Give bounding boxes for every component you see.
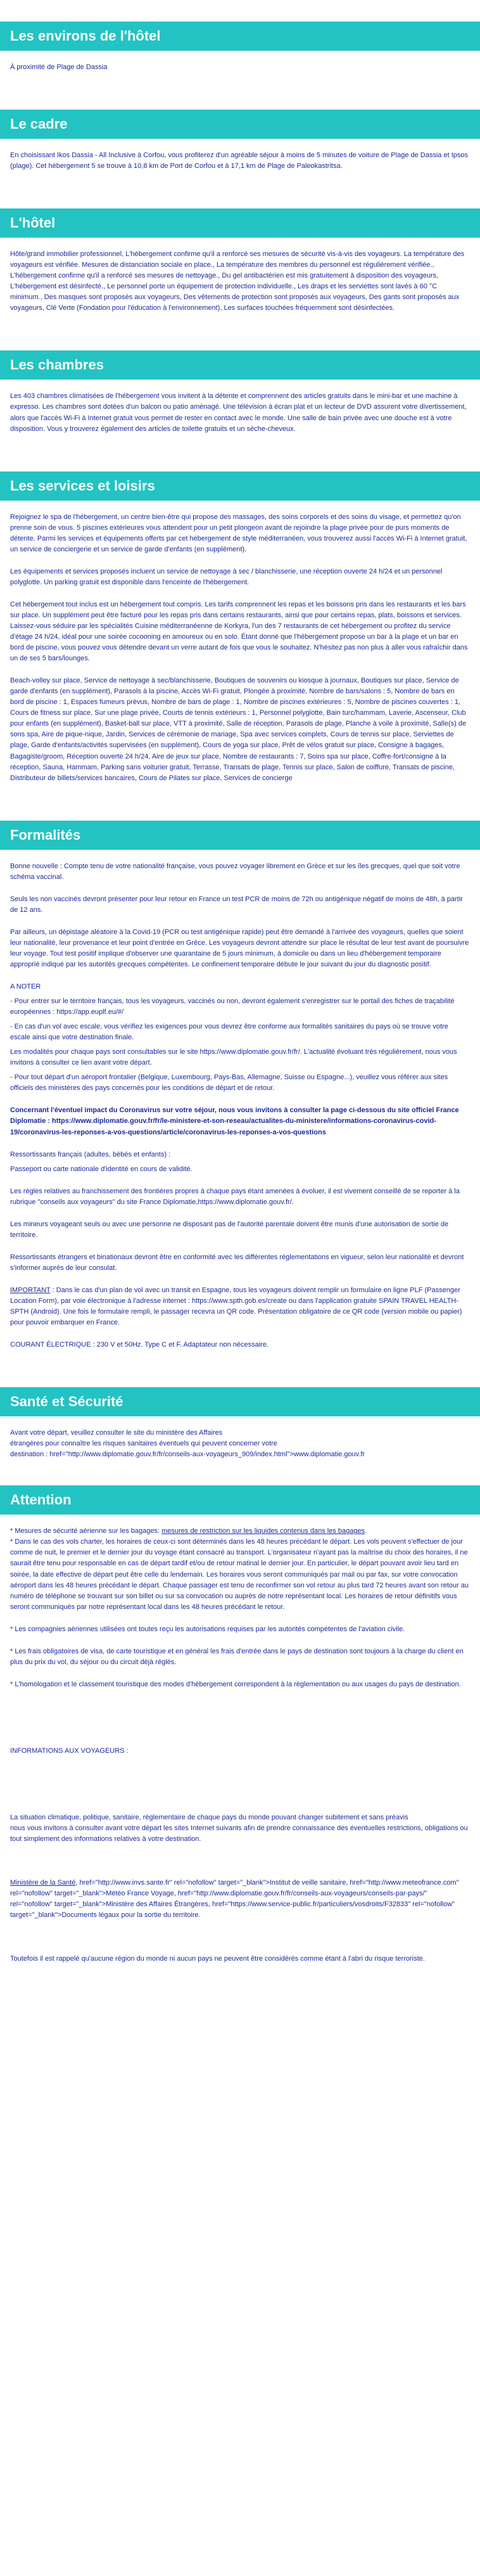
info-terrorisme: Toutefois il est rappelé qu'aucune région du monde ni aucun pays ne peuvent être considérés comme étant à l'abri du risque terroriste. (10, 1955, 425, 1963)
note-line-3: Les modalités pour chaque pays sont consultables sur le site https://www.diplomatie.gouv.fr/fr/. L'actualité évoluant très régulièrement, nous vous invitons à consulter ce lien avant votre départ. (10, 1048, 457, 1067)
etrangers-text: Ressortissants étrangers et binationaux devront être en conformité avec les différentes réglementations en vigueur, selon leur nationalité et devront s'informer auprès de leur consulat. (10, 1253, 464, 1272)
spacer (10, 1932, 470, 1954)
section-title-sante: Santé et Sécurité (0, 1387, 480, 1416)
formalites-paragraph-1: Bonne nouvelle : Compte tenu de votre nationalité française, vous pouvez voyager librement en Grèce et sur les îles grecques, quel que soit votre schéma vaccinal. (10, 862, 460, 881)
ressortissants-text: Passeport ou carte nationale d'identité en cours de validité. (10, 1165, 193, 1173)
ressortissants-title: Ressortissants français (adultes, bébés et enfants) : (10, 1150, 171, 1158)
attention-bagages-prefix: * Mesures de sécurité aérienne sur les bagages: (10, 1527, 162, 1535)
attention-frais: * Les frais obligatoires de visa, de carte touristique et en général les frais d'entrée dans le pays de destination sont toujours à la charge du client en plus du prix du vol, du séjour ou du circuit déjà réglés. (10, 1647, 464, 1666)
section-environs (0, 22, 480, 110)
attention-vols-charter: * Dans le cas des vols charter, les horaires de ceux-ci sont déterminés dans les 48 heures précédant le départ. Les vols peuvent s'effectuer de jour comme de nuit, le premier et le dernier jour du voyage étant consacré au transport. L'organisateur n'ayant pas la maîtrise du choix des horaires, il ne saurait être tenu pour responsable en cas de départ tardif et/ou de retour matinal le dernier jour. En particulier, le départ pouvant avoir lieu tard en soirée, la date effective de départ peut être celle du lendemain. Les horaires vous seront communiqués par mail ou par fax, sur votre convocation aéroport dans les 48 heures précédant le départ. Chaque passager est tenu de reconfirmer son vol retour au plus tard 72 heures avant son retour au numéro de téléphone se trouvant sur son billet ou sur sa convocation ou auprès de notre représentant local. Les horaires de retour définitifs vous seront communiqués par notre représentant local dans les 48 heures précédant le retour. (10, 1538, 469, 1611)
mineurs-text: Les mineurs voyageant seuls ou avec une personne ne disposant pas de l'autorité parentale doivent être munis d'une autorisation de sortie de territoire. (10, 1220, 449, 1239)
info-voyageurs-title: INFORMATIONS AUX VOYAGEURS : (10, 1746, 129, 1755)
section-content-cadre (0, 139, 480, 208)
regles-text: Les règles relatives au franchissement des frontières propres à chaque pays étant amenées à évoluer, il est vivement conseillé de se reporter à la rubrique "conseils aux voyageurs" du site France Diplomatie,https://www.diplomatie.gouv.fr/. (10, 1187, 460, 1206)
info-links (10, 1878, 470, 1921)
chambres-text: Les 403 chambres climatisées de l'hébergement vous invitent à la détente et comprennent des articles gratuits dans le mini-bar et une machine à expresso. Les chambres sont dotées d'un balcon ou patio aménagé. Une télévision à écran plat et un lecteur de DVD assurent votre divertissement, alors que l'accès Wi-Fi à Internet gratuit vous permet de rester en contact avec le monde. Une salle de bain privée avec une douche est à votre disposition. Vous y trouverez également des articles de toilette gratuits et un sèche-cheveux. (10, 392, 467, 433)
section-title-loisirs: Les services et loisirs (0, 471, 480, 501)
section-loisirs (0, 471, 480, 821)
section-title-cadre: Le cadre (0, 110, 480, 139)
section-content-hotel (0, 238, 480, 350)
section-formalites (0, 821, 480, 1388)
section-content-formalites (0, 850, 480, 1388)
section-hotel (0, 208, 480, 350)
attention-bagages (10, 1526, 470, 1537)
section-sante (0, 1387, 480, 1485)
important-label: IMPORTANT (10, 1286, 51, 1294)
note-line-4: - Pour tout départ d'un aéroport frontalier (Belgique, Luxembourg, Pays-Bas, Allemagne, Suisse ou Espagne...), veuillez vous référer aux sites officiels des ministères des pays concernés pour les conditions de départ et de retour. (10, 1073, 448, 1093)
info-situation: La situation climatique, politique, sanitaire, réglementaire de chaque pays du monde pouvant changer subitement et sans préavis (10, 1813, 408, 1821)
loisirs-paragraph-3: Cet hébergement tout inclus est un hébergement tout compris. Les tarifs comprennent les repas et les boissons pris dans les restaurants et les bars sur place. Un supplément peut être facturé pour les repas pris dans certains restaurants, ainsi que pour certains repas, plats, boissons et services. Laissez-vous séduire par les spécialités Cuisine méditerranéenne de Korkyra, l'un des 7 restaurants de cet hébergement ou profitez du service d'étage 24 h/24, idéal pour une soirée cocooning en amoureux ou en solo. Étant donné que l'hébergement propose un bar à la plage et un bar en bord de piscine, vous pouvez vous détendre devant un verre autant de fois que vous le souhaitez. N'hésitez pas non plus à aller vous rafraîchir dans un de ses 5 bars/lounges. (10, 600, 468, 663)
covid-notice: Concernant l'éventuel impact du Coronavirus sur votre séjour, nous vous invitons à consulter la page ci-dessous du site officiel France Diplomatie : https://www.diplomatie.gouv.fr/fr/le-ministere-et-son-reseau/actualites-du-ministere/informations-coronavirus-covid-19/coronavirus-les-reponses-a-vos-questions/article/coronavirus-les-reponses-a-vos-questions (10, 1106, 459, 1136)
section-title-formalites: Formalités (0, 821, 480, 850)
section-title-environs: Les environs de l'hôtel (0, 22, 480, 51)
spacer (10, 1768, 470, 1812)
page (0, 22, 480, 2039)
ministere-sante-link[interactable]: Ministère de la Santé (10, 1879, 76, 1887)
courant-text: COURANT ÉLECTRIQUE : 230 V et 50Hz. Type C et F. Adaptateur non nécessaire. (10, 1341, 269, 1349)
formalites-paragraph-3: Par ailleurs, un dépistage aléatoire à la Covid-19 (PCR ou test antigénique rapide) peut être demandé à l'arrivée des voyageurs, quelles que soient leur nationalité, leur provenance et leur point d'entrée en Grèce. Les voyageurs devront attendre sur place le résultat de leur test avant de poursuivre leur voyage. Tout test positif implique d'observer une quarantaine de 5 jours minimum, à domicile ou dans un lieu d'hébergement temporaire approprié indiqué par les autorités grecques compétentes. Le confinement temporaire débute le jour suivant du jour du diagnostic positif. (10, 928, 469, 968)
spacer (10, 1856, 470, 1878)
attention-bagages-suffix: . (365, 1527, 367, 1535)
formalites-paragraph-2: Seuls les non vaccinés devront présenter pour leur retour en France un test PCR de moins de 72h ou antigénique négatif de moins de 48h, à partir de 12 ans. (10, 895, 463, 914)
note-title: A NOTER (10, 983, 41, 991)
attention-homologation: * L'homologation et le classement touristique des modes d'hébergement correspondent à la réglementation ou aux usages du pays de destination. (10, 1680, 461, 1688)
section-content-chambres (0, 380, 480, 471)
sante-line-1: Avant votre départ, veuillez consulter le site du ministère des Affaires (10, 1429, 223, 1437)
sante-line-2: étrangères pour connaître les risques sanitaires éventuels qui peuvent concerner votre (10, 1440, 277, 1448)
environs-text: À proximité de Plage de Dassia (10, 63, 108, 71)
section-title-chambres: Les chambres (0, 350, 480, 380)
attention-compagnies: * Les compagnies aériennes utilisées ont toutes reçu les autorisations requises par les autorités compétentes de l'aviation civile. (10, 1625, 405, 1633)
liquids-restriction-link[interactable]: mesures de restriction sur les liquides contenus dans les bagages (161, 1527, 365, 1535)
section-title-hotel: L'hôtel (0, 208, 480, 238)
loisirs-paragraph-1: Rejoignez le spa de l'hébergement, un centre bien-être qui propose des massages, des soins corporels et des soins du visage, et permettez qu'on prenne soin de vous. 5 piscines extérieures vous attendent pour un petit plongeon avant de rejoindre la plage privée pour de purs moments de détente. Parmi les services et équipements offerts par cet hébergement de style méditerranéen, vous trouverez aussi l'accès Wi-Fi à Internet gratuit, un service de conciergerie et un service de garde d'enfants (en supplément). (10, 513, 467, 553)
section-content-sante (0, 1416, 480, 1485)
info-links-text: , href="http://www.invs.sante.fr" rel="nofollow" target="_blank">Institut de veille sanitaire, href="http://www.meteofrance.com" rel="nofollow" target="_blank">Météo France Voyage, href="http://www.diplomatie.gouv.fr/fr/conseils-aux-voyageurs/conseils-par-pays/" rel="nofollow" target="_blank">Ministère des Affaires Étrangères, href="https://www.service-public.fr/particuliers/vosdroits/F32833" rel="nofollow" target="_blank">Documents légaux pour la sortie du territoire. (10, 1879, 459, 1919)
important-text: : Dans le cas d'un plan de vol avec un transit en Espagne, tous les voyageurs doivent remplir un formulaire en ligne PLF (Passenger Location Form), par voie électronique à l'adresse internet : https://www.spth.gob.es/create ou dans l'application gratuite SPAIN TRAVEL HEALTH-SPTH (Android). Une fois le formulaire rempli, le passager recevra un QR code. Présentation obligatoire de ce QR code (version mobile ou papier) pour pouvoir embarquer en France. (10, 1286, 462, 1327)
cadre-text: En choisissant Ikos Dassia - All Inclusive à Corfou, vous profiterez d'un agréable séjour à moins de 5 minutes de voiture de Plage de Dassia et Ipsos (plage). Cet hébergement 5 se trouve à 10,8 km de Port de Corfou et à 17,1 km de Plage de Paleokastritsa. (10, 151, 468, 170)
info-consulter: nous vous invitons à consulter avant votre départ les sites Internet suivants afin de prendre connaissance des éventuelles restrictions, obligations ou tout simplement des informations relatives à votre destination. (10, 1824, 468, 1843)
sante-line-3: destination : href="http://www.diplomatie.gouv.fr/fr/conseils-aux-voyageurs_909/index.html">www.diplomatie.gouv.fr (10, 1451, 365, 1459)
note-line-2: - En cas d'un vol avec escale, vous vérifiez les exigences pour vous devrez être conforme aux formalités sanitaires du pays où se trouve votre escale ainsi que votre destination finale. (10, 1023, 448, 1042)
note-line-1: - Pour entrer sur le territoire français, tous les voyageurs, vaccinés ou non, devront également s'enregistrer sur le portail des fiches de traçabilité européennes : https://app.euplf.eu/#/ (10, 997, 455, 1016)
section-chambres (0, 350, 480, 471)
section-content-environs (0, 51, 480, 110)
section-attention (0, 1485, 480, 2001)
loisirs-paragraph-4: Beach-volley sur place, Service de nettoyage à sec/blanchisserie, Boutiques de souvenirs ou kiosque à journaux, Boutiques sur place, Service de garde d'enfants (en supplément), Parasols à la piscine, Accès Wi-Fi gratuit, Plongée à proximité, Nombre de bars/salons : 5, Nombre de bars en bord de piscine : 1, Espaces fumeurs prévus, Nombre de bars de plage : 1, Nombre de piscines extérieures : 5, Nombre de piscines couvertes : 1, Cours de fitness sur place, Sur une plage privée, Courts de tennis extérieurs : 1, Personnel polyglotte, Bain turc/hammam, Laverie, Ascenseur, Club pour enfants (en supplément), Basket-ball sur place, VTT à proximité, Salle de réception, Parasols de plage, Planche à voile à proximité, Salle(s) de sons spa, Aire de pique-nique, Jardin, Services de cérémonie de mariage, Spa avec services complets, Cours de tennis sur place, Serviettes de plage, Garde d'enfants/activités supervisées (en supplément), Cours de yoga sur place, Prêt de vélos gratuit sur place, Consigne à bagages, Bagagiste/groom, Réception ouverte 24 h/24, Aire de jeux sur place, Nombre de restaurants : 7, Soins spa sur place, Coffre-fort/consigne à la réception, Sauna, Hammam, Parking sans voiturier gratuit, Terrasse, Transats de plage, Tennis sur place, Salon de coiffure, Transats de piscine, Distributeur de billets/services bancaires, Cours de Pilates sur place, Services de concierge (10, 677, 467, 782)
spacer (10, 1701, 470, 1746)
section-content-attention (0, 1515, 480, 2001)
hotel-text: Hôte/grand immobilier professionnel, L'hébergement confirme qu'il a renforcé ses mesures de sécurité vis-à-vis des voyageurs. La température des voyageurs est vérifiée. Mesures de distanciation sociale en place., La température des membres du personnel est régulièrement vérifiée., L'hébergement confirme qu'il a renforcé ses mesures de nettoyage., Du gel antibactérien est mis gratuitement à disposition des voyageurs, L'hébergement est désinfecté., Le personnel porte un équipement de protection individuelle., Les draps et les serviettes sont lavés à 60 °C minimum., Des masques sont proposés aux voyageurs, Des vêtements de protection sont proposés aux voyageurs, Des gants sont proposés aux voyageurs, Clé Verte (Fondation pour l'éducation à l'environnement), Les surfaces touchées fréquemment sont désinfectées. (10, 250, 465, 312)
important-notice (10, 1285, 470, 1328)
section-cadre (0, 110, 480, 208)
loisirs-paragraph-2: Les équipements et services proposés incluent un service de nettoyage à sec / blanchisserie, une réception ouverte 24 h/24 et un personnel polyglotte. Un parking gratuit est disponible dans l'enceinte de l'hébergement. (10, 567, 443, 586)
section-content-loisirs (0, 501, 480, 821)
section-title-attention: Attention (0, 1485, 480, 1515)
